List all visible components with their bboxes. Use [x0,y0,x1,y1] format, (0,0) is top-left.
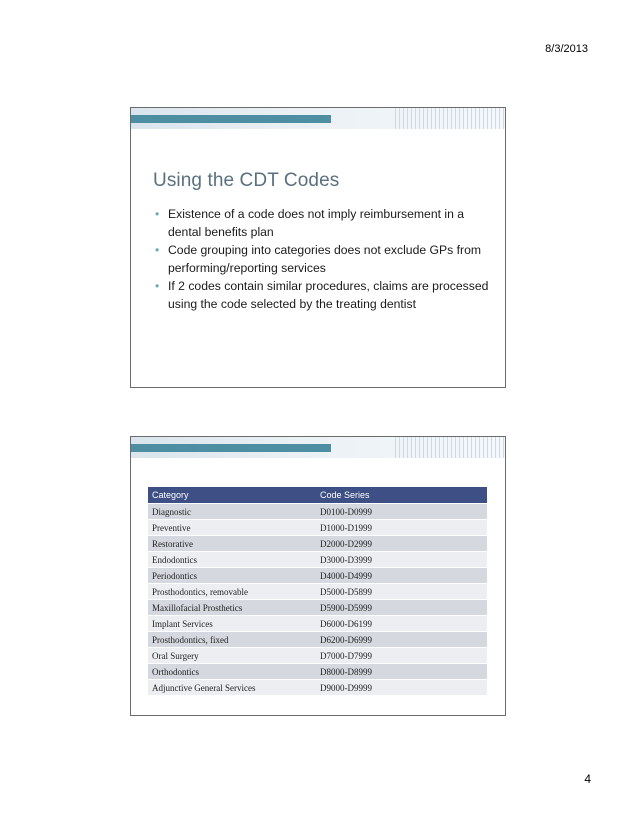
category-cell: Periodontics [148,568,316,584]
slide-title: Using the CDT Codes [153,170,340,191]
category-cell: Preventive [148,520,316,536]
column-header-category: Category [148,487,316,504]
bullet-item [153,277,493,313]
column-header-code-series: Code Series [316,487,487,504]
table-row [148,648,487,664]
code-series-cell: D5000-D5899 [316,584,487,600]
category-cell: Implant Services [148,616,316,632]
page-number: 4 [584,772,591,786]
table-row [148,520,487,536]
bullet-dot-icon: • [155,279,160,293]
table-row [148,616,487,632]
slide-top-bar [131,108,505,129]
slide-accent-tab [131,444,331,452]
bullet-text: Existence of a code does not imply reimbursement in a dental benefits plan [168,207,465,239]
bullet-text: Code grouping into categories does not exclude GPs from performing/reporting services [168,243,481,275]
category-cell: Prosthodontics, removable [148,584,316,600]
bullet-item [153,241,493,277]
table-row [148,632,487,648]
table-header-row [148,487,487,504]
category-cell: Maxillofacial Prosthetics [148,600,316,616]
bullet-dot-icon: • [155,207,160,221]
table-row [148,664,487,680]
category-cell: Prosthodontics, fixed [148,632,316,648]
code-series-cell: D0100-D0999 [316,504,487,520]
cdt-category-table [148,487,487,696]
slide-accent-tab [131,115,331,123]
code-series-cell: D4000-D4999 [316,568,487,584]
table-row [148,536,487,552]
category-cell: Adjunctive General Services [148,680,316,696]
table-row [148,552,487,568]
code-series-cell: D9000-D9999 [316,680,487,696]
slide-code-categories [130,436,506,716]
code-series-cell: D3000-D3999 [316,552,487,568]
bullet-text: If 2 codes contain similar procedures, claims are processed using the code selected by the treating dentist [168,279,489,311]
slide-top-bar-stripes [395,437,505,458]
table-row [148,600,487,616]
code-series-cell: D7000-D7999 [316,648,487,664]
code-series-cell: D8000-D8999 [316,664,487,680]
table-row [148,584,487,600]
category-cell: Orthodontics [148,664,316,680]
slide-top-bar-stripes [395,108,505,129]
date-stamp: 8/3/2013 [545,43,588,55]
code-series-cell: D2000-D2999 [316,536,487,552]
table-row [148,680,487,696]
code-series-cell: D1000-D1999 [316,520,487,536]
category-cell: Oral Surgery [148,648,316,664]
bullet-item [153,205,493,241]
code-series-cell: D5900-D5999 [316,600,487,616]
slide-using-cdt-codes [130,107,506,388]
category-cell: Endodontics [148,552,316,568]
bullet-list [153,205,493,313]
code-series-cell: D6000-D6199 [316,616,487,632]
bullet-dot-icon: • [155,243,160,257]
code-series-cell: D6200-D6999 [316,632,487,648]
table-row [148,568,487,584]
table-row [148,504,487,520]
category-cell: Diagnostic [148,504,316,520]
slide-top-bar [131,437,505,458]
category-cell: Restorative [148,536,316,552]
